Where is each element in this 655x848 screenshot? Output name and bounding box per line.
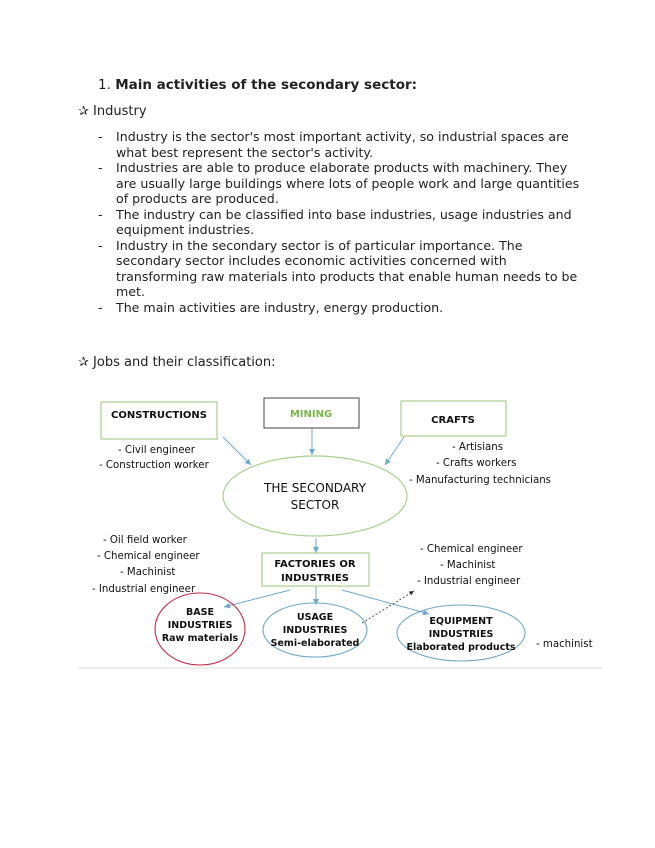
usage-line3: Semi-elaborated: [270, 638, 360, 649]
arrow-constructions: [223, 437, 251, 465]
arrow-base: [224, 590, 290, 607]
base-line1: BASE: [186, 607, 214, 618]
section-title: Main activities of the secondary sector:: [115, 77, 418, 93]
usage-line1: USAGE: [296, 612, 334, 623]
list-item: - The industry can be classified into base industries, usage industries and equipment industries.: [98, 206, 572, 237]
section-number: 1.: [98, 77, 111, 93]
crafts-job: - Artisians: [452, 442, 504, 453]
factories-left-job: - Machinist: [120, 567, 176, 578]
equipment-line1: EQUIPMENT: [429, 616, 493, 627]
factories-right-job: - Chemical engineer: [420, 544, 523, 555]
factories-line2: INDUSTRIES: [281, 573, 349, 584]
industry-heading: [78, 104, 147, 119]
section-heading: [98, 77, 417, 93]
industry-bullet-list: [98, 129, 583, 315]
crafts-label: CRAFTS: [431, 415, 475, 426]
equipment-job: - machinist: [536, 639, 593, 650]
jobs-heading: [78, 355, 275, 370]
list-item: - Industries are able to produce elaborate products with machinery. They are usually large buildings where lots of people work and large quantities of products are produced.: [98, 160, 580, 206]
base-line3: Raw materials: [161, 633, 239, 644]
arrow-crafts: [385, 437, 404, 465]
factories-right-job: - Machinist: [440, 560, 496, 571]
list-item: - Industry is the sector's most important activity, so industrial spaces are what best represent the sector's activity.: [98, 129, 569, 160]
equipment-line2: INDUSTRIES: [428, 629, 494, 640]
factories-left-job: - Oil field worker: [103, 535, 187, 546]
base-line2: INDUSTRIES: [167, 620, 233, 631]
secondary-sector-line1: THE SECONDARY: [264, 481, 366, 495]
list-item: - Industry in the secondary sector is of particular importance. The secondary sector includes economic activities concerned with transforming raw materials into products that enable human needs to be met.: [98, 237, 578, 299]
jobs-diagram: [78, 393, 603, 673]
crafts-job: - Manufacturing technicians: [409, 475, 551, 486]
crafts-job: - Crafts workers: [436, 458, 517, 469]
equipment-line3: Elaborated products: [406, 642, 516, 653]
factories-right-job: - Industrial engineer: [417, 576, 521, 587]
mining-label: MINING: [289, 409, 333, 420]
constructions-job: - Civil engineer: [118, 445, 195, 456]
secondary-sector-line2: SECTOR: [290, 498, 340, 512]
factories-line1: FACTORIES OR: [274, 559, 356, 570]
factories-left-job: - Chemical engineer: [97, 551, 200, 562]
constructions-label: CONSTRUCTIONS: [110, 410, 208, 421]
constructions-job: - Construction worker: [99, 460, 209, 471]
arrow-equipment: [342, 590, 429, 614]
jobs-heading-label: Jobs and their classification:: [93, 355, 276, 370]
star-icon: ✰: [78, 355, 89, 370]
secondary-sector-ellipse: [223, 456, 407, 536]
star-icon: ✰: [78, 104, 89, 119]
factories-left-job: - Industrial engineer: [92, 584, 196, 595]
usage-line2: INDUSTRIES: [282, 625, 348, 636]
industry-heading-label: Industry: [93, 104, 147, 119]
list-item: - The main activities are industry, energy production.: [98, 299, 444, 315]
